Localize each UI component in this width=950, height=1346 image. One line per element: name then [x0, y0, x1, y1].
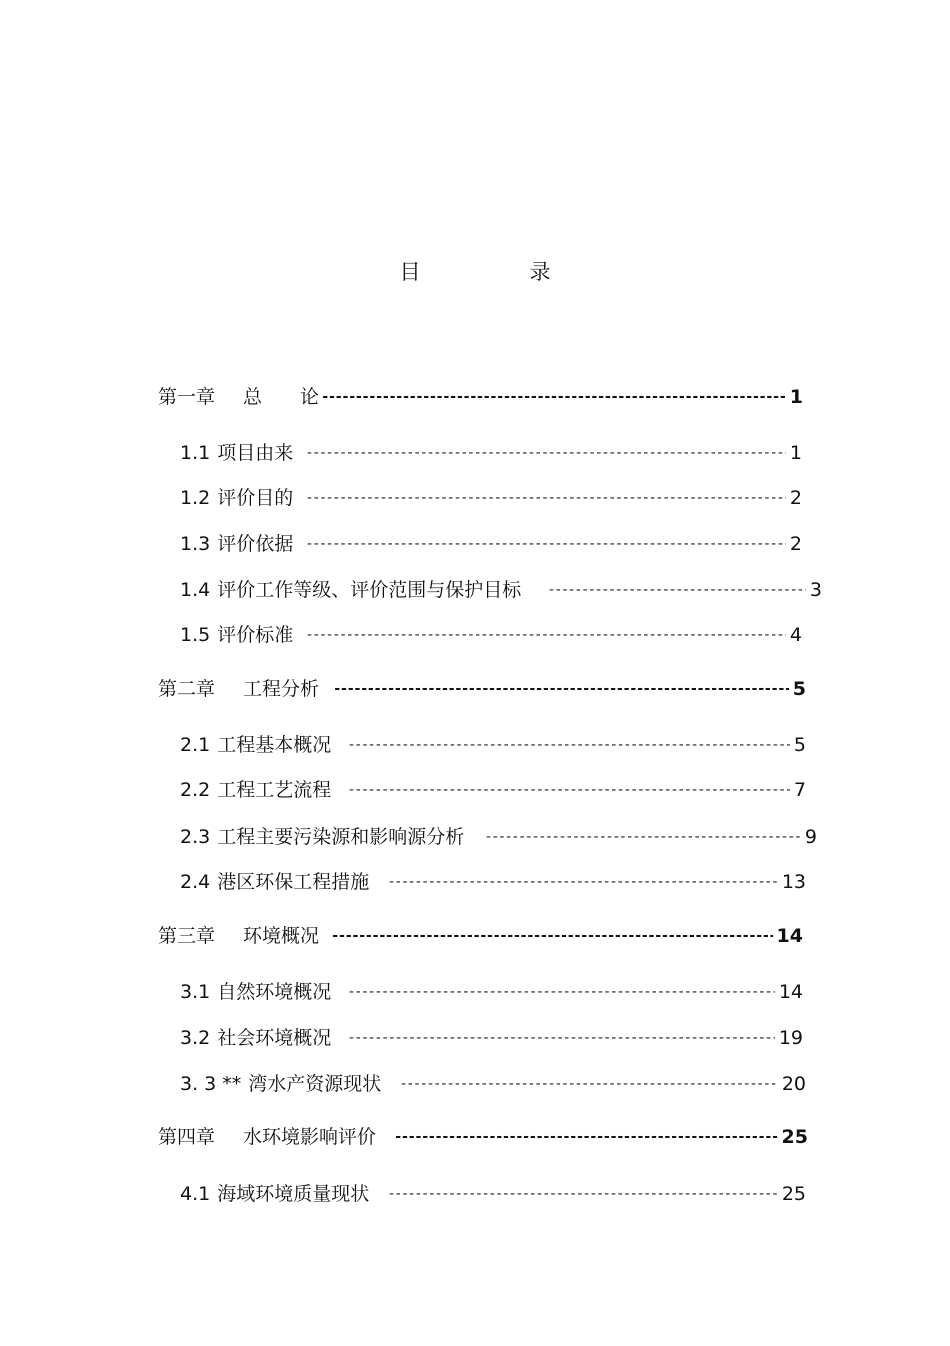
toc-page-number: 3: [809, 579, 822, 601]
toc-page-number: 4: [789, 624, 802, 646]
toc-section-2-3[interactable]: [180, 824, 817, 850]
toc-chapter-4[interactable]: [158, 1124, 808, 1150]
toc-page-number: 20: [781, 1073, 806, 1095]
toc-page-number: 9: [804, 826, 817, 848]
toc-leader: [347, 1025, 775, 1051]
toc-page-number: 13: [781, 871, 806, 893]
toc-entry-number: 2.4: [180, 871, 211, 893]
toc-page-number: 5: [792, 678, 806, 700]
toc-entry-number: 第三章: [158, 925, 216, 947]
toc-entry-number: 第一章: [158, 386, 216, 408]
toc-entry-number: 1.1: [180, 442, 211, 464]
toc-entry-title: 社会环境概况: [217, 1027, 332, 1049]
toc-entry-title: 评价依据: [217, 533, 294, 555]
toc-leader: [305, 531, 786, 557]
toc-entry-number: 2.2: [180, 779, 211, 801]
toc-entry-title: 海域环境质量现状: [217, 1183, 370, 1205]
toc-entry-number: 3.2: [180, 1027, 211, 1049]
toc-page-number: 2: [789, 533, 802, 555]
toc-entry-title: 工程分析: [243, 678, 320, 700]
toc-leader: [547, 577, 806, 603]
toc-page-number: 25: [781, 1183, 806, 1205]
toc-entry-title: 工程主要污染源和影响源分析: [217, 826, 465, 848]
toc-entry-title: 工程工艺流程: [217, 779, 332, 801]
toc-page-number: 2: [789, 487, 802, 509]
toc-page-number: 5: [793, 734, 806, 756]
toc-page-number: 19: [778, 1027, 803, 1049]
toc-entry-number: 第四章: [158, 1126, 216, 1148]
toc-chapter-2[interactable]: [158, 676, 806, 702]
toc-entry-number: 1.3: [180, 533, 211, 555]
toc-entry-number: 1.2: [180, 487, 211, 509]
toc-leader: [387, 869, 778, 895]
toc-entry-number: 4.1: [180, 1183, 211, 1205]
toc-page-number: 25: [781, 1126, 808, 1148]
toc-entry-title: 评价目的: [217, 487, 294, 509]
toc-section-1-5[interactable]: [180, 622, 802, 648]
toc-leader: [321, 384, 786, 410]
toc-entry-title: 水环境影响评价: [243, 1126, 377, 1148]
toc-page-number: 1: [789, 442, 802, 464]
toc-entry-number: 3.1: [180, 981, 211, 1003]
toc-entry-number: 3. 3 **: [180, 1073, 242, 1095]
page-title: 目 录: [399, 260, 595, 284]
toc-entry-number: 第二章: [158, 678, 216, 700]
toc-leader: [305, 622, 786, 648]
toc-section-3-3[interactable]: [180, 1071, 806, 1097]
toc-entry-title: 港区环保工程措施: [217, 871, 370, 893]
toc-entry-title: 工程基本概况: [217, 734, 332, 756]
toc-entry-title: 评价工作等级、评价范围与保护目标: [217, 579, 522, 601]
toc-entry-title: 评价标准: [217, 624, 294, 646]
toc-section-3-2[interactable]: [180, 1025, 803, 1051]
toc-section-1-1[interactable]: [180, 440, 802, 466]
toc-entry-number: 1.5: [180, 624, 211, 646]
toc-leader: [484, 824, 801, 850]
toc-entry-number: 1.4: [180, 579, 211, 601]
toc-section-2-4[interactable]: [180, 869, 806, 895]
toc-entry-number: 2.1: [180, 734, 211, 756]
toc-leader: [347, 777, 790, 803]
toc-leader: [347, 732, 790, 758]
toc-entry-title: 湾水产资源现状: [248, 1073, 382, 1095]
toc-page-number: 14: [778, 981, 803, 1003]
toc-leader: [399, 1071, 778, 1097]
toc-page-number: 7: [793, 779, 806, 801]
toc-section-4-1[interactable]: [180, 1181, 806, 1207]
toc-leader: [333, 676, 789, 702]
toc-section-3-1[interactable]: [180, 979, 803, 1005]
toc-entry-number: 2.3: [180, 826, 211, 848]
toc-leader: [387, 1181, 778, 1207]
toc-section-1-2[interactable]: [180, 485, 802, 511]
toc-leader: [305, 440, 786, 466]
toc-leader: [394, 1124, 778, 1150]
toc-chapter-3[interactable]: [158, 923, 803, 949]
toc-leader: [347, 979, 775, 1005]
toc-entry-title: 自然环境概况: [217, 981, 332, 1003]
toc-section-2-2[interactable]: [180, 777, 806, 803]
toc-page-number: 1: [789, 386, 803, 408]
toc-page-number: 14: [776, 925, 803, 947]
toc-entry-title: 总 论: [243, 386, 320, 408]
toc-section-1-3[interactable]: [180, 531, 802, 557]
toc-section-2-1[interactable]: [180, 732, 806, 758]
toc-entry-title: 环境概况: [243, 925, 320, 947]
toc-entry-title: 项目由来: [217, 442, 294, 464]
toc-chapter-1[interactable]: [158, 384, 803, 410]
toc-leader: [331, 923, 773, 949]
toc-leader: [305, 485, 786, 511]
toc-section-1-4[interactable]: [180, 577, 822, 603]
